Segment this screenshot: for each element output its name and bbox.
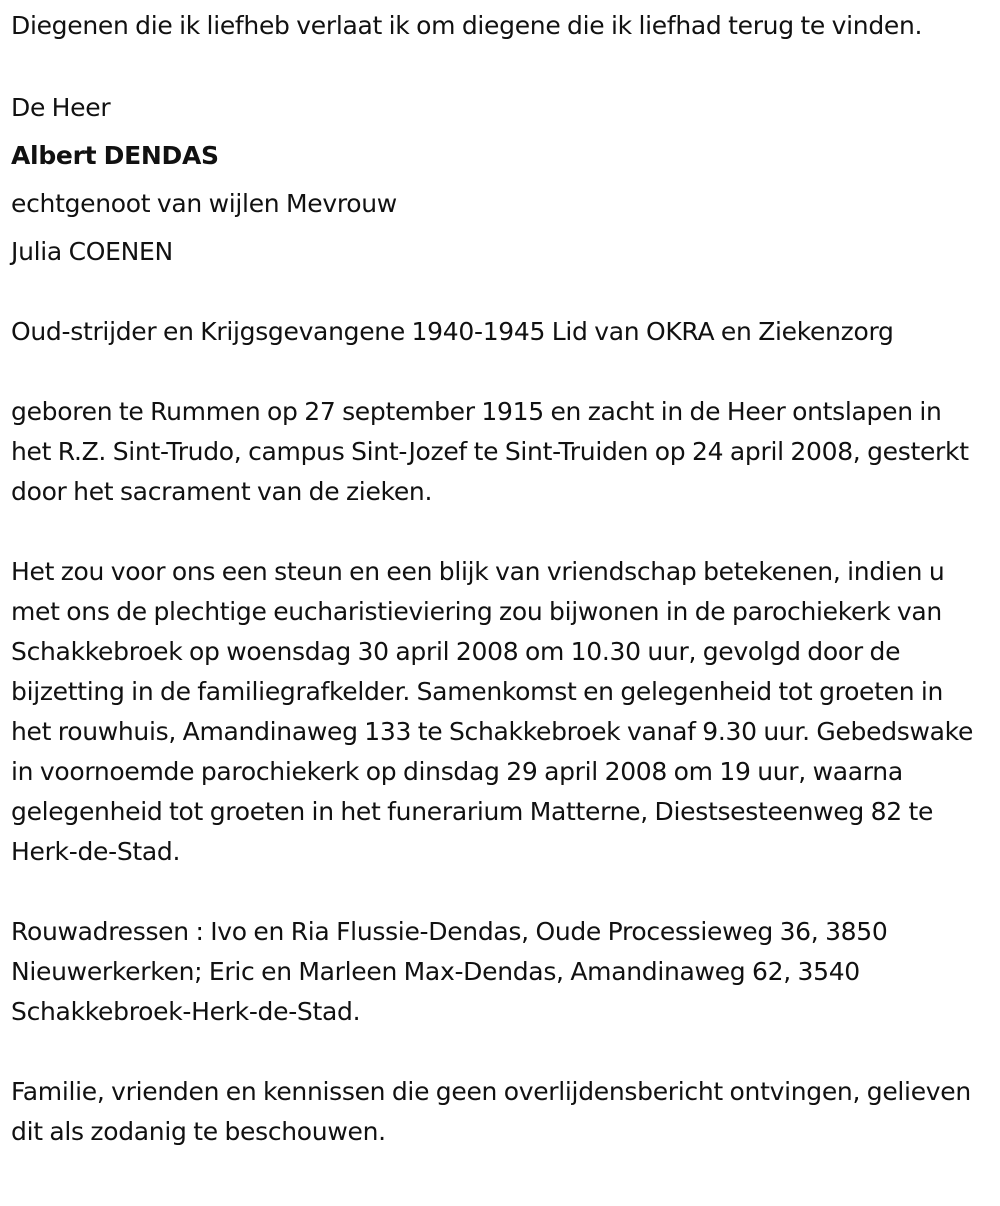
spouse-line: echtgenoot van wijlen Mevrouw <box>11 189 397 218</box>
salutation: De Heer <box>11 93 111 122</box>
affiliations: Oud-strijder en Krijgsgevangene 1940-1945 Lid van OKRA en Ziekenzorg <box>11 317 894 346</box>
ceremony-paragraph: Het zou voor ons een steun en een blijk van vriendschap betekenen, indien u met ons de plechtige eucharistieviering zou bijwonen in de parochiekerk van Schakkebroek op woensdag 30 april 2008 om 10.30 uur, gevolgd door de bijzetting in de familiegrafkelder. Samenkomst en gelegenheid tot groeten in het rouwhuis, Amandinaweg 133 te Schakkebroek vanaf 9.30 uur. Gebedswake in voornoemde parochiekerk op dinsdag 29 april 2008 om 19 uur, waarna gelegenheid tot groeten in het funerarium Matterne, Diestsesteenweg 82 te Herk-de-Stad. <box>11 557 974 866</box>
mourning-addresses: Rouwadressen : Ivo en Ria Flussie-Dendas, Oude Processieweg 36, 3850 Nieuwerkerken; Eric en Marleen Max-Dendas, Amandinaweg 62, 3540 Schakkebroek-Herk-de-Stad. <box>11 917 888 1026</box>
birth-death-paragraph: geboren te Rummen op 27 september 1915 en zacht in de Heer ontslapen in het R.Z. Sint-Trudo, campus Sint-Jozef te Sint-Truiden op 24 april 2008, gesterkt door het sacrament van de zieken. <box>11 397 969 506</box>
spouse-name: Julia COENEN <box>11 237 173 266</box>
obituary-notice <box>11 6 986 1152</box>
opening-quote: Diegenen die ik liefheb verlaat ik om diegene die ik liefhad terug te vinden. <box>11 11 923 40</box>
closing-paragraph: Familie, vrienden en kennissen die geen overlijdensbericht ontvingen, gelieven dit als zodanig te beschouwen. <box>11 1077 971 1146</box>
deceased-name: Albert DENDAS <box>11 141 219 170</box>
